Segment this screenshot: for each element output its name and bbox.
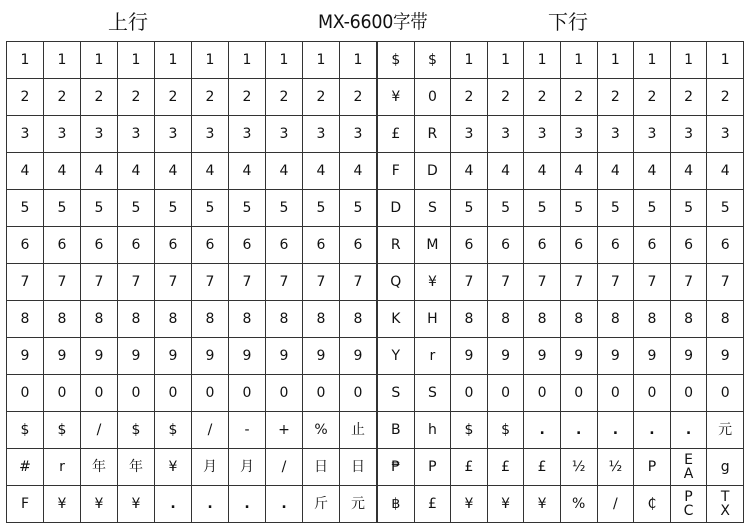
upper-table-cell: 1 — [44, 42, 81, 79]
upper-table-cell: 2 — [192, 79, 229, 116]
lower-table-cell: £ — [378, 116, 415, 153]
lower-table-cell: r — [414, 338, 451, 375]
lower-table-cell: 1 — [707, 42, 744, 79]
lower-table-cell: 5 — [670, 190, 707, 227]
lower-table-cell: H — [414, 301, 451, 338]
lower-table-cell: ₱ — [378, 449, 415, 486]
upper-table-cell: 月 — [229, 449, 266, 486]
upper-table-cell: 6 — [118, 227, 155, 264]
lower-table-cell: 8 — [707, 301, 744, 338]
upper-table-cell: 3 — [303, 116, 340, 153]
lower-table-cell: 4 — [670, 153, 707, 190]
lower-table-cell: B — [378, 412, 415, 449]
lower-table-cell: 4 — [634, 153, 671, 190]
lower-table-cell: 5 — [634, 190, 671, 227]
upper-table-cell: 2 — [118, 79, 155, 116]
upper-table-cell: 6 — [229, 227, 266, 264]
lower-table-cell: 3 — [487, 116, 524, 153]
upper-table-cell: 4 — [303, 153, 340, 190]
lower-table-cell: 1 — [451, 42, 488, 79]
lower-table-cell: . — [560, 412, 597, 449]
upper-table-cell: ¥ — [118, 486, 155, 523]
lower-table-cell: P C — [670, 486, 707, 523]
lower-table-cell: 8 — [524, 301, 561, 338]
upper-table-cell: 9 — [303, 338, 340, 375]
lower-table-cell: 6 — [487, 227, 524, 264]
upper-table-cell: 年 — [118, 449, 155, 486]
upper-table-cell: 7 — [44, 264, 81, 301]
lower-table-cell: 2 — [670, 79, 707, 116]
upper-table-cell: 1 — [303, 42, 340, 79]
lower-table-cell: 0 — [560, 375, 597, 412]
upper-table-cell: 6 — [266, 227, 303, 264]
upper-table-cell: 9 — [266, 338, 303, 375]
upper-table-cell: 3 — [266, 116, 303, 153]
lower-table-cell: 4 — [524, 153, 561, 190]
lower-table-cell: 1 — [560, 42, 597, 79]
upper-table-cell: 7 — [118, 264, 155, 301]
upper-table-cell: . — [266, 486, 303, 523]
upper-table-cell: 0 — [44, 375, 81, 412]
upper-table-cell: 0 — [229, 375, 266, 412]
upper-table-cell: 3 — [192, 116, 229, 153]
upper-table-cell: 7 — [192, 264, 229, 301]
upper-table-cell: 3 — [229, 116, 266, 153]
upper-table-cell: 5 — [229, 190, 266, 227]
upper-table-row — [7, 153, 377, 190]
upper-table-row — [7, 42, 377, 79]
lower-table-cell: 0 — [451, 375, 488, 412]
upper-table-cell: $ — [155, 412, 192, 449]
upper-table-cell: 1 — [266, 42, 303, 79]
upper-table-cell: 0 — [81, 375, 118, 412]
lower-table-cell: 5 — [597, 190, 634, 227]
upper-table-cell: 4 — [81, 153, 118, 190]
upper-table-cell: 5 — [192, 190, 229, 227]
upper-table-cell: $ — [118, 412, 155, 449]
lower-table-row — [378, 153, 744, 190]
upper-table-cell: 1 — [229, 42, 266, 79]
lower-table-cell: 3 — [670, 116, 707, 153]
lower-table-cell: P — [634, 449, 671, 486]
lower-table-cell: 2 — [451, 79, 488, 116]
lower-table-cell: $ — [378, 42, 415, 79]
lower-table-cell: $ — [414, 42, 451, 79]
lower-table-cell: 6 — [560, 227, 597, 264]
upper-table-cell: 9 — [44, 338, 81, 375]
upper-table-cell: 1 — [340, 42, 377, 79]
upper-table-row — [7, 301, 377, 338]
lower-table-cell: 5 — [560, 190, 597, 227]
upper-table-cell: 3 — [118, 116, 155, 153]
upper-table-cell: 2 — [155, 79, 192, 116]
upper-table-cell: 3 — [155, 116, 192, 153]
upper-table-cell: 3 — [44, 116, 81, 153]
lower-table-cell: 6 — [634, 227, 671, 264]
upper-table-cell: 4 — [192, 153, 229, 190]
upper-table-cell: 8 — [266, 301, 303, 338]
lower-table-cell: 9 — [560, 338, 597, 375]
lower-table-cell: ¥ — [414, 264, 451, 301]
lower-table-cell: Y — [378, 338, 415, 375]
upper-table-cell: 2 — [340, 79, 377, 116]
lower-table-cell: ¥ — [487, 486, 524, 523]
upper-table-cell: 3 — [81, 116, 118, 153]
upper-table-cell: 4 — [44, 153, 81, 190]
upper-table-cell: 0 — [7, 375, 44, 412]
upper-table-cell: 5 — [266, 190, 303, 227]
lower-table-cell: 4 — [597, 153, 634, 190]
lower-table-cell: % — [560, 486, 597, 523]
upper-table-cell: 6 — [155, 227, 192, 264]
upper-table-cell: 9 — [229, 338, 266, 375]
upper-table-row — [7, 412, 377, 449]
upper-table-cell: 斤 — [303, 486, 340, 523]
upper-table-cell: 止 — [340, 412, 377, 449]
lower-table-cell: . — [634, 412, 671, 449]
lower-table-cell: ¥ — [378, 79, 415, 116]
upper-table-cell: 3 — [340, 116, 377, 153]
lower-table-cell: 元 — [707, 412, 744, 449]
upper-table-cell: 6 — [44, 227, 81, 264]
upper-table-cell: 9 — [81, 338, 118, 375]
upper-table-cell: / — [81, 412, 118, 449]
upper-table-cell: 日 — [340, 449, 377, 486]
upper-table-cell: 6 — [303, 227, 340, 264]
upper-table-cell: F — [7, 486, 44, 523]
upper-table-cell: 8 — [155, 301, 192, 338]
lower-table-cell: g — [707, 449, 744, 486]
upper-table-row — [7, 79, 377, 116]
upper-table-cell: 9 — [7, 338, 44, 375]
upper-table-cell: 0 — [155, 375, 192, 412]
lower-table-cell: D — [378, 190, 415, 227]
upper-table-cell: 0 — [192, 375, 229, 412]
lower-table-cell: D — [414, 153, 451, 190]
upper-table-cell: 1 — [81, 42, 118, 79]
lower-table-cell: S — [414, 190, 451, 227]
upper-table-cell: $ — [7, 412, 44, 449]
lower-table-row — [378, 42, 744, 79]
lower-table-cell: 3 — [524, 116, 561, 153]
upper-table-cell: 2 — [7, 79, 44, 116]
upper-table-cell: 月 — [192, 449, 229, 486]
lower-table-cell: ₵ — [634, 486, 671, 523]
lower-table-cell: F — [378, 153, 415, 190]
upper-table-cell: 6 — [81, 227, 118, 264]
lower-table-cell: ¥ — [524, 486, 561, 523]
lower-table-cell: 9 — [707, 338, 744, 375]
lower-table-cell: 2 — [634, 79, 671, 116]
upper-table-cell: 7 — [340, 264, 377, 301]
upper-table-cell: + — [266, 412, 303, 449]
upper-table-cell: 0 — [303, 375, 340, 412]
lower-table-cell: 6 — [524, 227, 561, 264]
upper-table-cell: 3 — [7, 116, 44, 153]
upper-table-cell: 7 — [7, 264, 44, 301]
upper-table-cell: 1 — [155, 42, 192, 79]
upper-table-row — [7, 227, 377, 264]
lower-table-cell: 1 — [634, 42, 671, 79]
upper-table-cell: 5 — [340, 190, 377, 227]
upper-table-cell: 5 — [81, 190, 118, 227]
lower-table-cell: 7 — [451, 264, 488, 301]
upper-table-cell: 0 — [266, 375, 303, 412]
upper-table-cell: 2 — [81, 79, 118, 116]
lower-table-cell: 8 — [597, 301, 634, 338]
upper-table-cell: 4 — [340, 153, 377, 190]
lower-table-cell: £ — [414, 486, 451, 523]
lower-character-table — [377, 41, 744, 523]
lower-table-cell: T X — [707, 486, 744, 523]
lower-table-cell: 0 — [524, 375, 561, 412]
lower-table-cell: 9 — [524, 338, 561, 375]
upper-table-cell: 9 — [155, 338, 192, 375]
lower-table-row — [378, 375, 744, 412]
upper-table-cell: 9 — [192, 338, 229, 375]
lower-table-cell: 5 — [707, 190, 744, 227]
upper-table-cell: 7 — [266, 264, 303, 301]
lower-table-cell: . — [597, 412, 634, 449]
upper-table-cell: 1 — [192, 42, 229, 79]
lower-table-cell: R — [378, 227, 415, 264]
lower-table-cell: 7 — [707, 264, 744, 301]
upper-table-row — [7, 338, 377, 375]
lower-table-cell: h — [414, 412, 451, 449]
lower-table-cell: 6 — [597, 227, 634, 264]
upper-table-cell: 6 — [340, 227, 377, 264]
lower-table-row — [378, 116, 744, 153]
upper-table-cell: $ — [44, 412, 81, 449]
lower-table-row — [378, 79, 744, 116]
lower-table-cell: 3 — [707, 116, 744, 153]
lower-table-cell: 2 — [487, 79, 524, 116]
lower-table-cell: 4 — [707, 153, 744, 190]
lower-table-cell: . — [670, 412, 707, 449]
upper-table-cell: - — [229, 412, 266, 449]
lower-table-cell: 6 — [451, 227, 488, 264]
upper-table-cell: . — [192, 486, 229, 523]
upper-table-cell: # — [7, 449, 44, 486]
upper-table-cell: 9 — [340, 338, 377, 375]
upper-table-row — [7, 375, 377, 412]
upper-table-cell: 8 — [303, 301, 340, 338]
lower-table-cell: ฿ — [378, 486, 415, 523]
upper-table-cell: 4 — [7, 153, 44, 190]
lower-table-cell: 2 — [524, 79, 561, 116]
lower-table-cell: P — [414, 449, 451, 486]
upper-table-cell: 6 — [7, 227, 44, 264]
lower-table-cell: £ — [524, 449, 561, 486]
upper-table-cell: 8 — [7, 301, 44, 338]
upper-table-cell: 2 — [44, 79, 81, 116]
lower-table-cell: 4 — [451, 153, 488, 190]
lower-table-row — [378, 338, 744, 375]
upper-table-row — [7, 449, 377, 486]
lower-table-cell: . — [524, 412, 561, 449]
lower-row-heading: 下行 — [548, 10, 588, 34]
upper-table-cell: 8 — [340, 301, 377, 338]
lower-table-cell: 7 — [597, 264, 634, 301]
upper-table-cell: 7 — [229, 264, 266, 301]
lower-table-row — [378, 486, 744, 523]
lower-table-cell: 5 — [451, 190, 488, 227]
lower-table-cell: M — [414, 227, 451, 264]
upper-table-cell: . — [229, 486, 266, 523]
lower-table-row — [378, 301, 744, 338]
upper-table-cell: ¥ — [155, 449, 192, 486]
lower-table-cell: 3 — [634, 116, 671, 153]
lower-table-cell: £ — [487, 449, 524, 486]
lower-table-cell: $ — [451, 412, 488, 449]
upper-table-cell: 元 — [340, 486, 377, 523]
upper-table-cell: 7 — [155, 264, 192, 301]
lower-table-cell: K — [378, 301, 415, 338]
upper-row-heading: 上行 — [108, 10, 148, 34]
lower-table-cell: 8 — [670, 301, 707, 338]
lower-table-cell: 2 — [707, 79, 744, 116]
upper-table-cell: 1 — [118, 42, 155, 79]
lower-table-cell: 1 — [487, 42, 524, 79]
upper-table-row — [7, 264, 377, 301]
upper-table-cell: 5 — [118, 190, 155, 227]
lower-table-cell: 3 — [597, 116, 634, 153]
upper-table-cell: / — [192, 412, 229, 449]
lower-table-cell: S — [378, 375, 415, 412]
lower-table-cell: 7 — [560, 264, 597, 301]
lower-table-row — [378, 449, 744, 486]
lower-table-cell: 5 — [524, 190, 561, 227]
upper-table-cell: 7 — [303, 264, 340, 301]
lower-table-cell: 1 — [524, 42, 561, 79]
upper-table-cell: 5 — [303, 190, 340, 227]
lower-table-row — [378, 190, 744, 227]
document-title: MX-6600字带 — [318, 11, 428, 33]
lower-table-cell: £ — [451, 449, 488, 486]
upper-table-cell: 7 — [81, 264, 118, 301]
lower-table-cell: / — [597, 486, 634, 523]
lower-table-cell: 4 — [560, 153, 597, 190]
lower-table-cell: 1 — [597, 42, 634, 79]
lower-table-cell: 8 — [634, 301, 671, 338]
upper-table-cell: 4 — [118, 153, 155, 190]
lower-table-cell: ½ — [560, 449, 597, 486]
lower-table-cell: ½ — [597, 449, 634, 486]
lower-table-cell: 0 — [487, 375, 524, 412]
lower-table-cell: 9 — [634, 338, 671, 375]
lower-table-row — [378, 227, 744, 264]
lower-table-cell: 0 — [634, 375, 671, 412]
lower-table-cell: 6 — [707, 227, 744, 264]
upper-table-cell: 0 — [118, 375, 155, 412]
lower-table-cell: $ — [487, 412, 524, 449]
upper-character-table — [6, 41, 377, 523]
lower-table-cell: Q — [378, 264, 415, 301]
lower-table-cell: 8 — [451, 301, 488, 338]
upper-table-cell: % — [303, 412, 340, 449]
upper-table-cell: 2 — [229, 79, 266, 116]
upper-table-cell: 8 — [192, 301, 229, 338]
upper-table-row — [7, 190, 377, 227]
lower-table-cell: 2 — [597, 79, 634, 116]
upper-table-row — [7, 486, 377, 523]
upper-table-cell: 日 — [303, 449, 340, 486]
lower-table-cell: 9 — [597, 338, 634, 375]
lower-table-cell: 5 — [487, 190, 524, 227]
lower-table-cell: 7 — [524, 264, 561, 301]
upper-table-cell: 6 — [192, 227, 229, 264]
upper-table-cell: 年 — [81, 449, 118, 486]
upper-table-cell: . — [155, 486, 192, 523]
lower-table-cell: E A — [670, 449, 707, 486]
lower-table-cell: S — [414, 375, 451, 412]
upper-table-cell: r — [44, 449, 81, 486]
upper-table-cell: 1 — [7, 42, 44, 79]
lower-table-cell: 6 — [670, 227, 707, 264]
lower-table-cell: 9 — [670, 338, 707, 375]
lower-table-cell: 7 — [670, 264, 707, 301]
lower-table-cell: 9 — [451, 338, 488, 375]
upper-table-cell: ¥ — [81, 486, 118, 523]
lower-table-cell: 9 — [487, 338, 524, 375]
upper-table-cell: / — [266, 449, 303, 486]
lower-table-cell: 0 — [597, 375, 634, 412]
upper-table-cell: ¥ — [44, 486, 81, 523]
upper-table-cell: 5 — [44, 190, 81, 227]
lower-table-cell: 7 — [634, 264, 671, 301]
lower-table-cell: 3 — [560, 116, 597, 153]
upper-table-cell: 4 — [266, 153, 303, 190]
lower-table-cell: 7 — [487, 264, 524, 301]
lower-table-cell: 0 — [414, 79, 451, 116]
lower-table-cell: 4 — [487, 153, 524, 190]
upper-table-cell: 2 — [266, 79, 303, 116]
lower-table-cell: 0 — [707, 375, 744, 412]
lower-table-cell: 1 — [670, 42, 707, 79]
upper-table-cell: 9 — [118, 338, 155, 375]
upper-table-cell: 8 — [44, 301, 81, 338]
lower-table-row — [378, 264, 744, 301]
upper-table-cell: 0 — [340, 375, 377, 412]
lower-table-cell: ¥ — [451, 486, 488, 523]
upper-table-cell: 2 — [303, 79, 340, 116]
upper-table-cell: 8 — [229, 301, 266, 338]
upper-table-cell: 8 — [118, 301, 155, 338]
lower-table-cell: 3 — [451, 116, 488, 153]
lower-table-cell: 0 — [670, 375, 707, 412]
lower-table-cell: 8 — [487, 301, 524, 338]
lower-table-row — [378, 412, 744, 449]
lower-table-cell: 2 — [560, 79, 597, 116]
lower-table-cell: 8 — [560, 301, 597, 338]
upper-table-row — [7, 116, 377, 153]
upper-table-cell: 5 — [7, 190, 44, 227]
upper-table-cell: 5 — [155, 190, 192, 227]
upper-table-cell: 4 — [155, 153, 192, 190]
lower-table-cell: R — [414, 116, 451, 153]
upper-table-cell: 4 — [229, 153, 266, 190]
upper-table-cell: 8 — [81, 301, 118, 338]
